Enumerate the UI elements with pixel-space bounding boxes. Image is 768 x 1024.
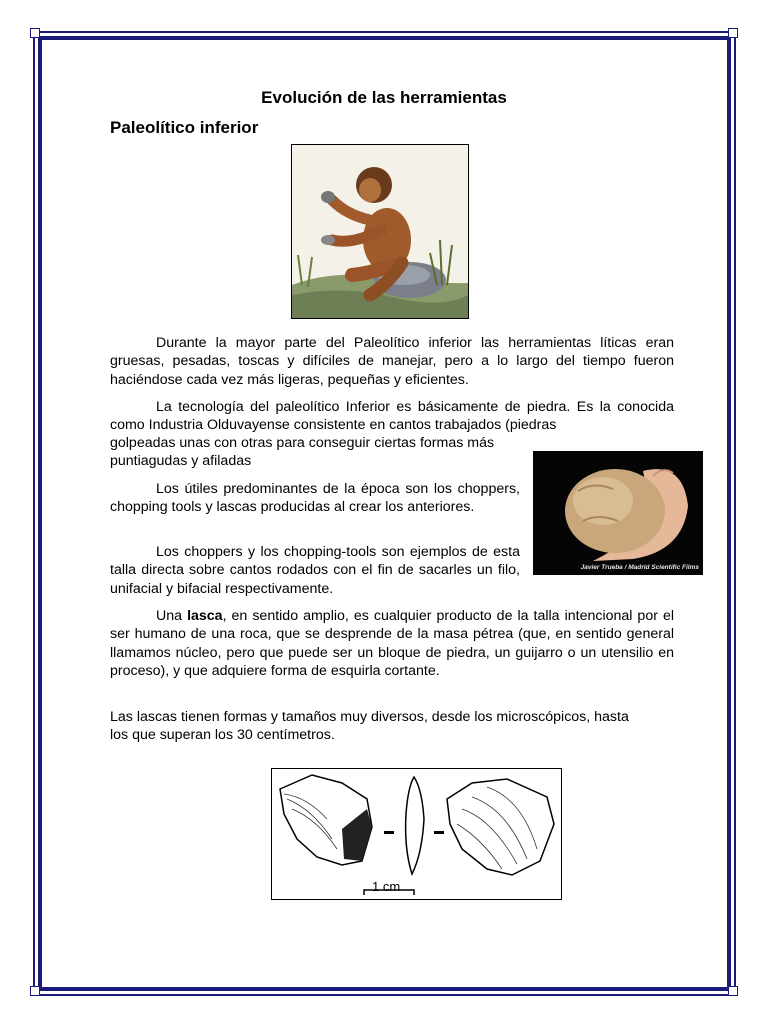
paragraph-5 xyxy=(110,607,674,681)
paragraph-2-start xyxy=(110,398,674,435)
corner-ornament-top-left xyxy=(30,28,40,38)
paragraph-1-text: Durante la mayor parte del Paleolítico inferior las herramientas líticas eran gruesas, pesadas, toscas y difíciles de manejar, pero a lo largo del tiempo fueron haciéndose cada vez más ligeras, pequeñas y eficientes. xyxy=(110,335,674,388)
corner-ornament-bottom-left xyxy=(30,986,40,996)
paragraph-4 xyxy=(110,543,520,598)
paragraph-2-text-a: La tecnología del paleolítico Inferior es básicamente de piedra. Es la conocida como Industria Olduvayense consistente en cantos trabajados (piedras xyxy=(110,399,674,434)
paragraph-2-text-b: golpeadas unas con otras para conseguir ciertas formas más puntiagudas y afiladas xyxy=(110,435,495,470)
paragraph-6-text: Las lascas tienen formas y tamaños muy diversos, desde los microscópicos, hasta los que superan los 30 centímetros. xyxy=(110,709,629,744)
paragraph-5-text-post: , en sentido amplio, es cualquier producto de la talla intencional por el ser humano de una roca, que se desprende de la masa pétrea (que, en sentido general llamamos núcleo, pero que puede ser un bloque de piedra, un guijarro o un utensilio en proceso), y que adquiere forma de esquirla cortante. xyxy=(110,608,674,680)
paragraph-5-bold-term: lasca xyxy=(187,608,223,624)
photo-credit: Javier Trueba / Madrid Scientific Films xyxy=(580,564,699,571)
paragraph-3-text: Los útiles predominantes de la época son los choppers, chopping tools y lascas producidas al crear los anteriores. xyxy=(110,481,520,516)
corner-ornament-bottom-right xyxy=(728,986,738,996)
scale-label: 1 cm xyxy=(372,879,401,894)
paragraph-1 xyxy=(110,334,674,389)
paragraph-3 xyxy=(110,480,520,517)
stone-tool-photo xyxy=(533,451,703,575)
paragraph-4-text: Los choppers y los chopping-tools son ejemplos de esta talla directa sobre cantos rodados con el fin de sacarles un filo, unifacial y bifacial respectivamente. xyxy=(110,544,520,597)
paragraph-2-end xyxy=(110,434,520,471)
hominid-illustration xyxy=(291,144,469,319)
section-heading: Paleolítico inferior xyxy=(110,118,259,137)
document-title: Evolución de las herramientas xyxy=(261,88,507,107)
corner-ornament-top-right xyxy=(728,28,738,38)
flake-drawing-figure xyxy=(271,768,562,900)
paragraph-5-text-pre: Una xyxy=(156,608,183,624)
paragraph-6 xyxy=(110,708,640,745)
